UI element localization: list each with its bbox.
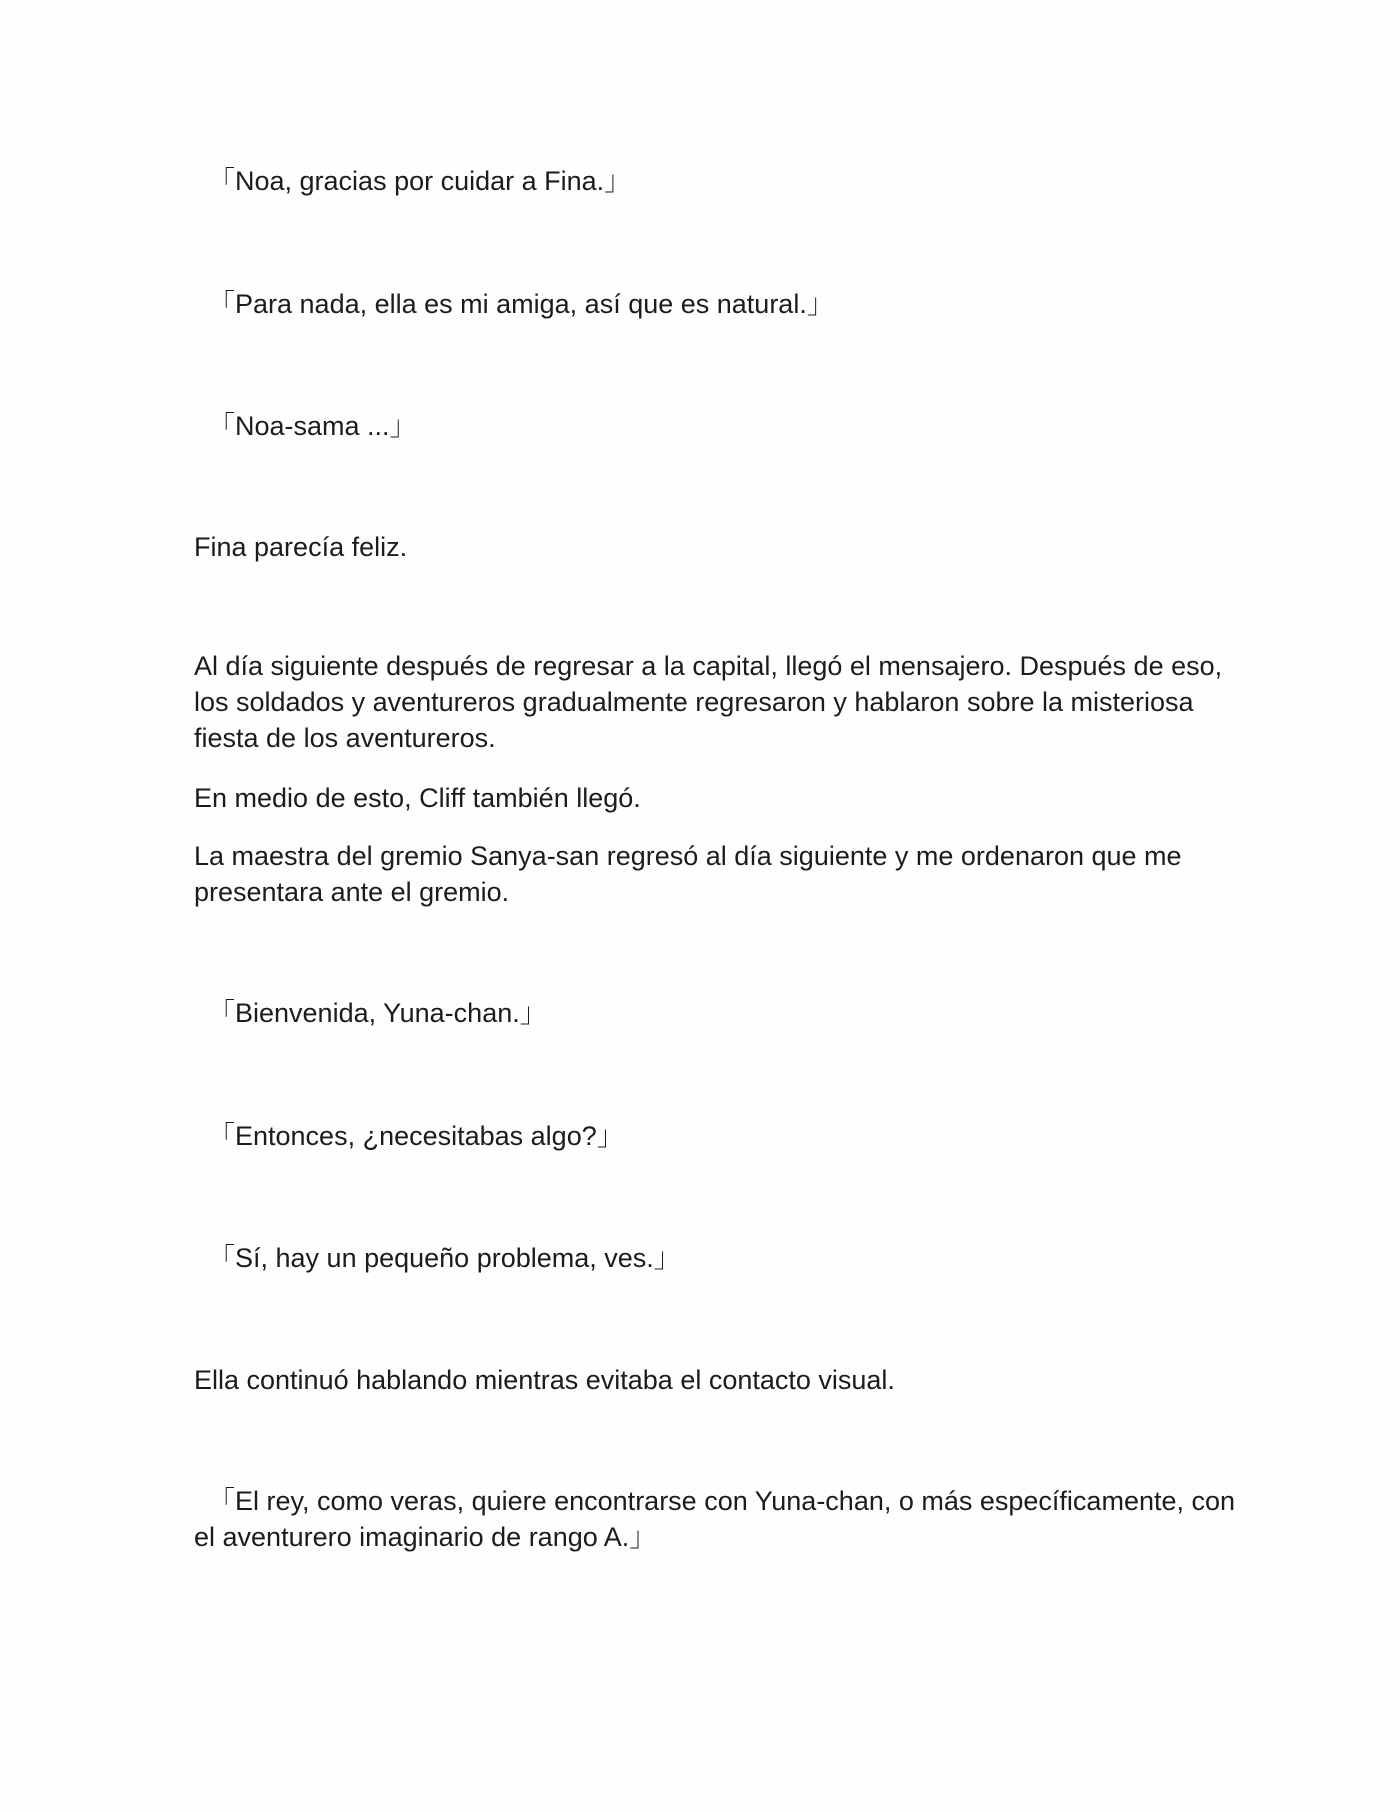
narration-paragraph: Al día siguiente después de regresar a la capital, llegó el mensajero. Después de eso, los soldados y aventureros gradualmente regresaron y hablaron sobre la misteriosa fiesta de los aventureros. (194, 651, 1223, 753)
narration-paragraph: La maestra del gremio Sanya-san regresó al día siguiente y me ordenaron que me presentara ante el gremio. (194, 841, 1182, 907)
narration-paragraph: Fina parecía feliz. (194, 532, 408, 562)
dialogue-line: 「Bienvenida, Yuna-chan.」 (208, 998, 547, 1028)
narration-paragraph: Ella continuó hablando mientras evitaba el contacto visual. (194, 1365, 895, 1395)
dialogue-line: 「Sí, hay un pequeño problema, ves.」 (208, 1243, 681, 1273)
dialogue-line: 「Entonces, ¿necesitabas algo?」 (208, 1121, 624, 1151)
dialogue-line: 「Para nada, ella es mi amiga, así que es natural.」 (208, 289, 834, 319)
dialogue-line: 「El rey, como veras, quiere encontrarse con Yuna-chan, o más específicamente, con el aventurero imaginario de rango A.」 (194, 1486, 1236, 1552)
narration-paragraph: En medio de esto, Cliff también llegó. (194, 783, 641, 813)
dialogue-line: 「Noa, gracias por cuidar a Fina.」 (208, 166, 632, 196)
dialogue-line: 「Noa-sama ...」 (208, 411, 417, 441)
